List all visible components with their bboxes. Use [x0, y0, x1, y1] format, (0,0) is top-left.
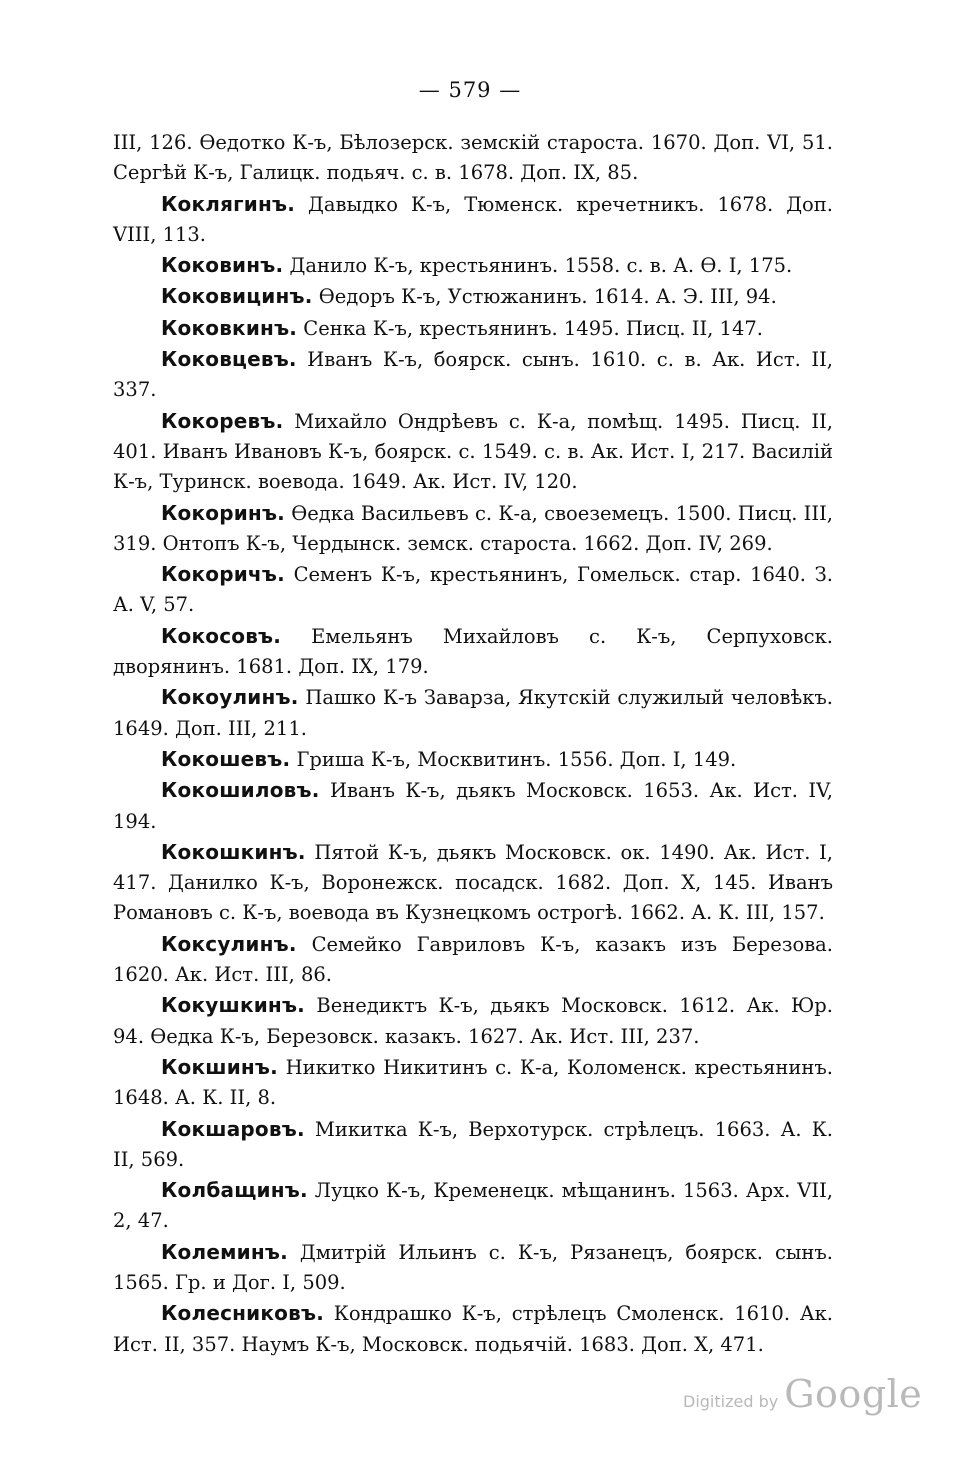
entry-body: Ѳедка Васильевъ с. К-а, своеземецъ. 1500. Писц. III, 319. Онтопъ К-ъ, Чердынск. земск. староста. 1662. Доп. IV, 269.: [113, 501, 833, 555]
entry-headword: Колеминъ.: [161, 1239, 288, 1264]
entry-body: Сенка К-ъ, крестьянинъ. 1495. Писц. II, 147.: [297, 316, 763, 340]
entries-list: [113, 189, 833, 1360]
entry-headword: Кокошкинъ.: [161, 839, 306, 864]
entry-headword: Кокоулинъ.: [161, 685, 299, 710]
entry-body: Михайло Ондрѣевъ с. К-а, помѣщ. 1495. Писц. II, 401. Иванъ Ивановъ К-ъ, боярск. с. 1549. с. в. Ак. Ист. I, 217. Василій К-ъ, Туринск. воевода. 1649. Ак. Ист. IV, 120.: [113, 409, 833, 494]
entry-body: Никитко Никитинъ с. К-а, Коломенск. крестьянинъ. 1648. А. К. II, 8.: [113, 1055, 833, 1110]
entry-headword: Кокошиловъ.: [161, 778, 320, 803]
dictionary-entry: [113, 281, 833, 312]
entry-headword: Коковкинъ.: [161, 315, 298, 340]
digitized-watermark: [683, 1372, 922, 1422]
entry-headword: Коклягинъ.: [161, 191, 296, 216]
entry-body: Луцко К-ъ, Кременецк. мѣщанинъ. 1563. Арх. VII, 2, 47.: [113, 1179, 833, 1233]
dictionary-entry: [113, 775, 833, 837]
entry-body: Ѳедоръ К-ъ, Устюжанинъ. 1614. А. Э. III, 94.: [312, 285, 777, 309]
dictionary-entry: [113, 837, 833, 929]
dictionary-entry: [113, 559, 833, 621]
entry-body: Кондрашко К-ъ, стрѣлецъ Смоленск. 1610. Ак. Ист. II, 357. Наумъ К-ъ, Московск. подьячій. 1683. Доп. X, 471.: [113, 1302, 833, 1356]
dictionary-entry: [113, 344, 833, 406]
entry-headword: Коксулинъ.: [161, 931, 297, 956]
dictionary-entry: [113, 1237, 833, 1299]
entry-headword: Кокосовъ.: [161, 623, 282, 648]
dictionary-entry: [113, 682, 833, 744]
entry-headword: Кокошевъ.: [161, 746, 291, 771]
entry-headword: Коковцевъ.: [161, 347, 297, 372]
entry-headword: Коковинъ.: [161, 253, 284, 278]
dictionary-entry: [113, 498, 833, 560]
dictionary-entry: [113, 1052, 833, 1114]
dictionary-entry: [113, 189, 833, 251]
page-number: — 579 —: [418, 78, 522, 102]
entry-body: Пашко К-ъ Заварза, Якутскій служилый человѣкъ. 1649. Доп. III, 211.: [113, 686, 833, 740]
dictionary-entry: [113, 1298, 833, 1360]
entry-body: Давыдко К-ъ, Тюменск. кречетникъ. 1678. Доп. VIII, 113.: [113, 192, 833, 246]
entry-headword: Коковицинъ.: [161, 284, 313, 309]
dictionary-entry: [113, 1175, 833, 1237]
entry-body: Емельянъ Михайловъ с. К-ъ, Серпуховск. дворянинъ. 1681. Доп. IX, 179.: [113, 624, 833, 679]
entry-body: Семейко Гавриловъ К-ъ, казакъ изъ Березова. 1620. Ак. Ист. III, 86.: [113, 932, 833, 987]
entry-body: Иванъ К-ъ, дьякъ Московск. 1653. Ак. Ист. IV, 194.: [113, 779, 833, 833]
dictionary-entry: [113, 744, 833, 775]
dictionary-text: [113, 128, 833, 1360]
dictionary-entry: [113, 406, 833, 498]
continuation-paragraph: III, 126. Ѳедотко К-ъ, Бѣлозерск. земскій староста. 1670. Доп. VI, 51. Сергѣй К-ъ, Галицк. подьяч. с. в. 1678. Доп. IX, 85.: [113, 131, 833, 185]
dictionary-entry: [113, 929, 833, 991]
entry-headword: Колесниковъ.: [161, 1301, 324, 1326]
entry-body: Венедиктъ К-ъ, дьякъ Московск. 1612. Ак. Юр. 94. Ѳедка К-ъ, Березовск. казакъ. 1627. Ак. Ист. III, 237.: [113, 994, 833, 1048]
entry-headword: Кокушкинъ.: [161, 993, 305, 1018]
entry-body: Микитка К-ъ, Верхотурск. стрѣлецъ. 1663. А. К. II, 569.: [113, 1117, 833, 1171]
dictionary-entry: [113, 990, 833, 1052]
entry-headword: Кокоревъ.: [161, 408, 284, 433]
dictionary-entry: [113, 313, 833, 344]
entry-body: Семенъ К-ъ, крестьянинъ, Гомельск. стар. 1640. З. А. V, 57.: [113, 563, 833, 617]
entry-headword: Колбащинъ.: [161, 1178, 308, 1203]
watermark-prefix: Digitized by: [683, 1392, 779, 1411]
entry-headword: Кокоричъ.: [161, 562, 285, 587]
entry-headword: Кокшинъ.: [161, 1054, 278, 1079]
dictionary-entry: [113, 621, 833, 683]
watermark-brand-logo: Google: [784, 1372, 923, 1416]
entry-body: Данило К-ъ, крестьянинъ. 1558. с. в. А. Ѳ. I, 175.: [283, 254, 793, 278]
entry-headword: Кокшаровъ.: [161, 1116, 305, 1141]
dictionary-entry: [113, 250, 833, 281]
entry-body: Пятой К-ъ, дьякъ Московск. ок. 1490. Ак. Ист. I, 417. Данилко К-ъ, Воронежск. посадск. 1682. Доп. X, 145. Иванъ Романовъ с. К-ъ, воевода въ Кузнецкомъ острогѣ. 1662. А. К. III, 157.: [113, 840, 833, 925]
dictionary-entry: [113, 1114, 833, 1176]
entry-body: Гриша К-ъ, Москвитинъ. 1556. Доп. I, 149.: [290, 747, 737, 771]
entry-body: Дмитрій Ильинъ с. К-ъ, Рязанецъ, боярск. сынъ. 1565. Гр. и Дог. I, 509.: [113, 1240, 833, 1294]
entry-headword: Кокоринъ.: [161, 500, 285, 525]
entry-body: Иванъ К-ъ, боярск. сынъ. 1610. с. в. Ак. Ист. II, 337.: [113, 348, 833, 402]
